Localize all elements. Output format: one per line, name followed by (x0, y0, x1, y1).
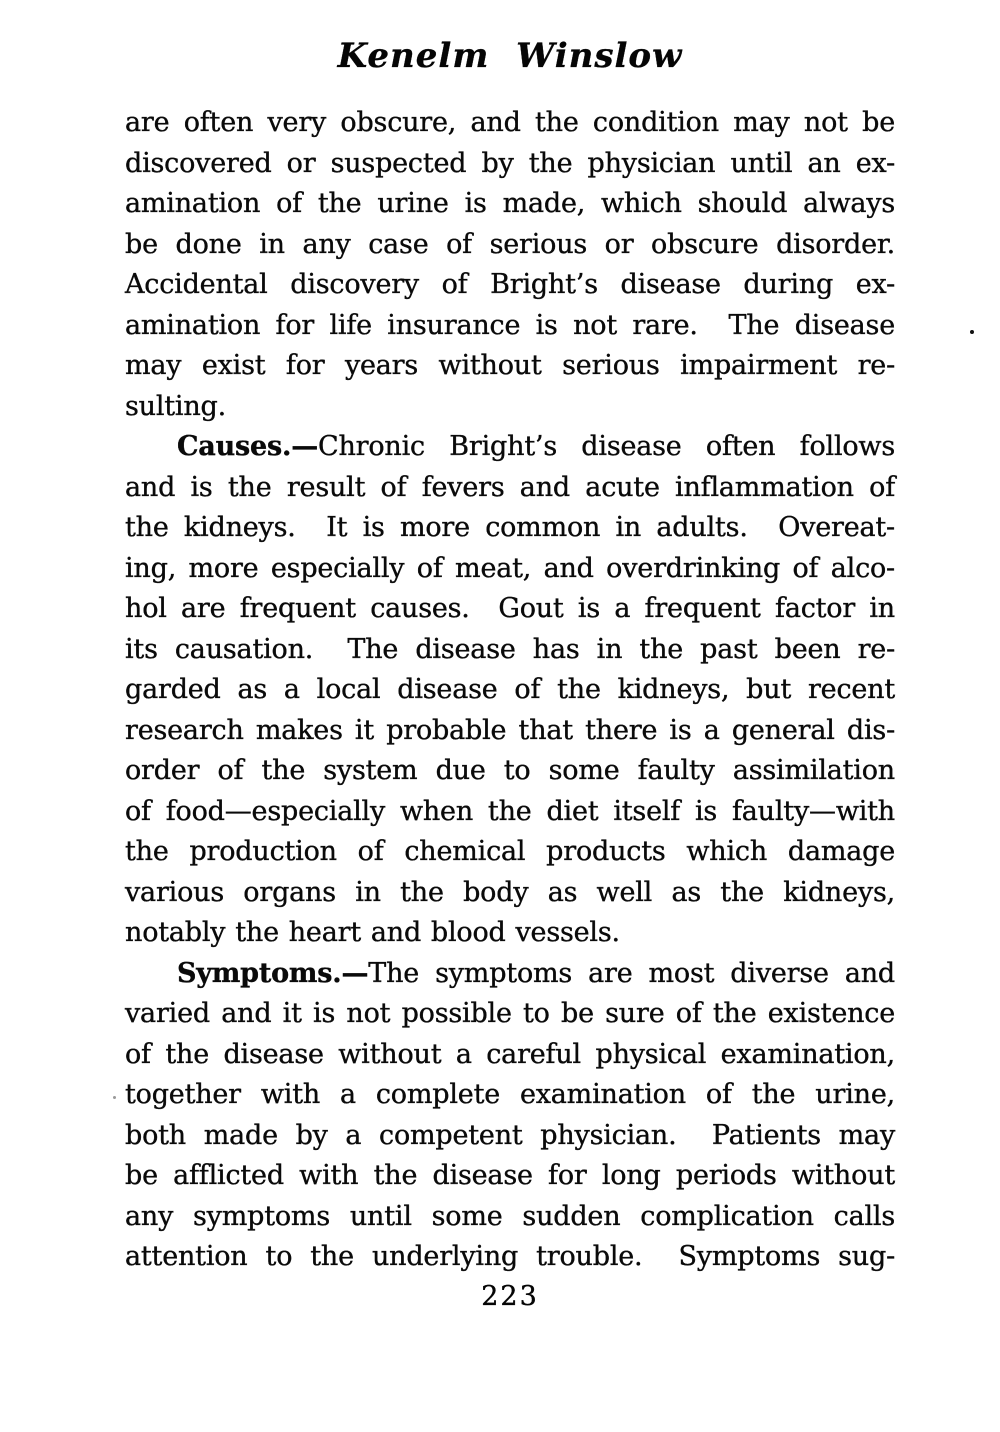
text-line: Causes.—Chronic Bright’s disease often follows (177, 431, 895, 462)
text-line: be afflicted with the disease for long periods without (125, 1160, 895, 1191)
text-line: may exist for years without serious impairment re- (125, 350, 895, 381)
text-line: and is the result of fevers and acute inflammation of (125, 471, 895, 503)
text-line: research makes it probable that there is a general dis- (125, 714, 895, 746)
text-line: various organs in the body as well as the kidneys, (125, 876, 895, 908)
text-line: amination of the urine is made, which should always (125, 188, 895, 219)
text-line: the production of chemical products which damage (125, 836, 895, 867)
text-line: of the disease without a careful physical examination, (125, 1038, 895, 1070)
text-line: ing, more especially of meat, and overdrinking of alco- (125, 552, 895, 584)
paragraph-lead: Causes.— (177, 431, 318, 462)
text-line: garded as a local disease of the kidneys, but recent (125, 674, 895, 705)
text-line: amination for life insurance is not rare. The disease (125, 309, 895, 341)
running-head: Kenelm Winslow (337, 36, 683, 76)
text-line: Symptoms.—The symptoms are most diverse and (177, 957, 895, 989)
text-line: the kidneys. It is more common in adults. Overeat- (125, 512, 895, 543)
text-line: varied and it is not possible to be sure of the existence (125, 998, 895, 1029)
scan-speck (970, 330, 974, 334)
text-line: notably the heart and blood vessels. (125, 917, 620, 948)
page-number: 223 (481, 1281, 539, 1312)
text-line: are often very obscure, and the condition may not be (125, 107, 895, 138)
text-line: discovered or suspected by the physician until an ex- (125, 147, 895, 179)
text-line: hol are frequent causes. Gout is a frequent factor in (125, 593, 895, 624)
paragraph-lead: Symptoms.— (177, 957, 369, 989)
text-line: any symptoms until some sudden complication calls (125, 1200, 895, 1232)
text-line: together with a complete examination of the urine, (125, 1079, 895, 1110)
text-line: order of the system due to some faulty assimilation (125, 755, 895, 786)
text-line: be done in any case of serious or obscure disorder. (125, 228, 895, 260)
scan-speck (113, 1096, 116, 1099)
text-line: both made by a competent physician. Patients may (125, 1119, 895, 1151)
text-line: attention to the underlying trouble. Symptoms sug- (125, 1241, 895, 1272)
text-line: sulting. (125, 390, 227, 422)
text-line: its causation. The disease has in the past been re- (125, 633, 895, 665)
body-text (125, 103, 895, 1278)
text-line: Accidental discovery of Bright’s disease during ex- (125, 269, 895, 300)
text-line: of food—especially when the diet itself is faulty—with (125, 795, 895, 827)
